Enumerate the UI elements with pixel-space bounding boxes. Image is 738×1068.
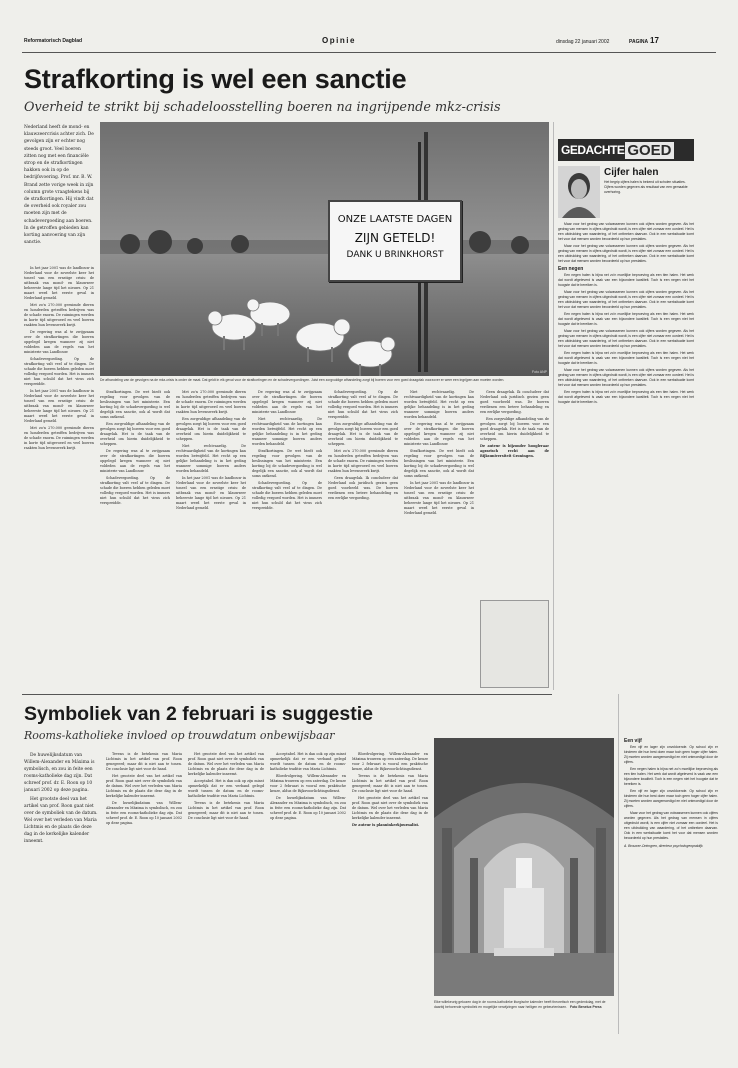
article2-photo-caption bbox=[434, 1000, 614, 1009]
paragraph: Maar voor het gedrag van volwassenen kunnen ook cijfers worden gegeven. Als het gedrag van mensen in cijfers uitgedrukt wordt, is een cijfer niet zomaar een oordeel. Het is een uitdrukking van waardering, of het ontbreken daarvan. Ook in een werksituatie komt het voor dat mensen worden beoordeeld op hun prestaties. bbox=[558, 222, 694, 241]
paragraph: Het grootste deel van het artikel van prof. Roon gaat niet over de symboliek van de datum. Wel over het verleden van Maria Lichtmis en de plaats die deze dag in de kerkelijke kalender inneemt. bbox=[352, 796, 428, 820]
paragraph: De huwelijksdatum van Willem-Alexander en Máxima is symbolisch, en zou in feite een rooms-katholieke dag zijn. Dat schreef prof. dr. E. Roon op 10 januari 2002 op deze pagina. bbox=[24, 753, 95, 793]
paragraph: Tevens is de betekenis van Maria Lichtmis in het artikel van prof. Roon genegeerd; maar dit is niet aan te tonen. De conclusie ligt niet voor de hand. bbox=[188, 801, 264, 820]
paragraph: In het jaar 2001 was de landbouw in Nederland voor de zoveelste keer het toneel van een ernstige crisis: de uitbraak van mond- en klauwzeer beheerste lange tijd het nieuws. Op 21 maart werd het eerste geval in Nederland gemeld. bbox=[24, 389, 94, 423]
article1-col3 bbox=[176, 390, 246, 690]
article1-col4 bbox=[252, 390, 322, 690]
paragraph: Schadevergoeding. Op de strafkorting valt veel af te dingen. De schade die boeren hebben geleden moet volledig vergoed worden. Het is immers niet hun schuld dat het virus zich verspreidde. bbox=[252, 481, 322, 510]
paragraph: Acceptabel. Het is dan ook op zijn minst opmerkelijk dat er een verband gelegd wordt tussen de datum en de rooms-katholieke traditie van Maria Lichtmis. bbox=[188, 779, 264, 798]
article1-byline: De auteur is bijzonder hoogleraar agrarisch recht aan de Rijksuniversiteit Groningen. bbox=[480, 444, 549, 458]
article1-caption: De afhandeling van de gevolgen na de mkz-crisis is onder de maat. Dat geldt in elk geval voor de strafkortingen en de schadevergoedingen. Juist een zorgvuldige afhandeling zorgt bij boeren voor een goed draagvlak voorzover er weer een ingrijpen aan moeten worden. bbox=[100, 378, 505, 382]
paragraph: Geen draagvlak. Ik concludeer dat Nederland ook juridisch gezien geen goed voorbeeld was. De boeren verdienen een betere behandeling en een eerlijke vergoeding. bbox=[480, 390, 549, 414]
article2-subhead: Rooms-katholieke invloed op trouwdatum onbewijsbaar bbox=[24, 729, 335, 742]
article2-col2 bbox=[106, 752, 182, 1032]
caption-credit: Foto Benelux Press bbox=[570, 1004, 602, 1009]
paragraph: Schadevergoeding. Op de strafkorting valt veel af te dingen. De schade die boeren hebben geleden moet volledig vergoed worden. Het is immers niet hun schuld dat het virus zich verspreidde. bbox=[328, 390, 398, 419]
paragraph: Strafkortingen. De wet biedt ook regeling voor gevolgen van de beslissingen van het ministerie. Een korting bij de schadevergoeding is wel degelijk een sanctie, ook al wordt dat soms ontkend. bbox=[100, 390, 170, 419]
paragraph: Bloedvolgering. Willem-Alexander en Máxima trouwen op een zaterdag. De keuze voor 2 februari is vooral een praktische keuze, aldus de Rijksvoorlichtingsdienst. bbox=[270, 774, 346, 793]
paragraph: Het grootste deel van het artikel van prof. Roon gaat niet over de symboliek van de datum. Wel over het verleden van Maria Lichtmis en de plaats die deze dag in de kerkelijke kalender inneemt. bbox=[24, 797, 98, 844]
paragraph: Maar voor het gedrag van volwassenen kunnen ook cijfers worden gegeven. Als het gedrag van mensen in cijfers uitgedrukt wordt, is een cijfer niet zomaar een oordeel. Het is een uitdrukking van waardering, of het ontbreken daarvan. Ook in een werksituatie komt het voor dat mensen worden beoordeeld op hun prestaties. bbox=[624, 811, 718, 840]
sidebar-divider bbox=[553, 122, 554, 690]
article2-col4 bbox=[270, 752, 346, 1032]
paragraph: Niet rechtvaardig. De rechtvaardigheid van de kortingen kan worden betwijfeld. Het recht op een gelijke behandeling is in het geding wanneer sommige boeren anders worden behandeld. bbox=[252, 417, 322, 446]
paragraph: De regering was al te zwijgzaam over de strafkortingen die boeren opgelegd kregen wanneer zij niet voldeden aan de regels van het ministerie van Landbouw. bbox=[252, 390, 322, 414]
paragraph: Maar voor het gedrag van volwassenen kunnen ook cijfers worden gegeven. Als het gedrag van mensen in cijfers uitgedrukt wordt, is een cijfer niet zomaar een oordeel. Het is een uitdrukking van waardering, of het ontbreken daarvan. Ook in een werksituatie komt het voor dat mensen worden beoordeeld op hun prestaties. bbox=[558, 290, 694, 309]
logo-text-dark: GOED bbox=[627, 141, 672, 159]
article2-col1 bbox=[24, 752, 100, 1032]
article1-col2 bbox=[100, 390, 170, 690]
paragraph: Een negen halen is bijna net zo'n moeilijke beproeving als een tien halen. Het werk dat wordt afgeleverd is vaak van een bijzondere kwaliteit. Toch is een negen niet het hoogste dat te bereiken is. bbox=[624, 767, 718, 786]
paragraph: Maar voor het gedrag van volwassenen kunnen ook cijfers worden gegeven. Als het gedrag van mensen in cijfers uitgedrukt wordt, is een cijfer niet zomaar een oordeel. Het is een uitdrukking van waardering, of het ontbreken daarvan. Ook in een werksituatie komt het voor dat mensen worden beoordeeld op hun prestaties. bbox=[558, 244, 694, 263]
article1-headline: Strafkorting is wel een sanctie bbox=[24, 64, 407, 94]
article1-photo bbox=[100, 122, 549, 376]
portrait-image bbox=[558, 166, 600, 218]
paragraph: Niet rechtvaardig. De rechtvaardigheid van de kortingen kan worden betwijfeld. Het recht op een gelijke behandeling is in het geding wanneer sommige boeren anders worden behandeld. bbox=[176, 444, 246, 473]
paragraph: Een negen halen is bijna net zo'n moeilijke beproeving als een tien halen. Het werk dat wordt afgeleverd is vaak van een bijzondere kwaliteit. Toch is een negen niet het hoogste dat te bereiken is. bbox=[558, 351, 694, 365]
page-header bbox=[22, 36, 716, 48]
field-with-sheep-image bbox=[100, 122, 549, 376]
paragraph: Tevens is de betekenis van Maria Lichtmis in het artikel van prof. Roon genegeerd; maar dit is niet aan te tonen. De conclusie ligt niet voor de hand. bbox=[106, 752, 182, 771]
paragraph: Met zo'n 270.000 geruimde dieren en honderden getroffen bedrijven was de schade enorm. De ruimingen werden in korte tijd uitgevoerd en veel boeren raakten hun levenswerk kwijt. bbox=[328, 449, 398, 473]
protest-sign bbox=[328, 200, 462, 282]
article2-photo bbox=[434, 738, 614, 996]
paragraph: Maar voor het gedrag van volwassenen kunnen ook cijfers worden gegeven. Als het gedrag van mensen in cijfers uitgedrukt wordt, is een cijfer niet zomaar een oordeel. Het is een uitdrukking van waardering, of het ontbreken daarvan. Ook in een werksituatie komt het voor dat mensen worden beoordeeld op hun prestaties. bbox=[558, 368, 694, 387]
section-name: Opinie bbox=[322, 36, 356, 45]
newspaper-name: Reformatorisch Dagblad bbox=[24, 38, 83, 44]
paragraph: Een zorgvuldige afhandeling van de gevolgen zorgt bij boeren voor een goed draagvlak. Het is de taak van de overheid om hierin duidelijkheid te scheppen. bbox=[480, 417, 549, 441]
sign-line-3: DANK U BRINKHORST bbox=[346, 250, 444, 260]
header-rule bbox=[22, 52, 716, 53]
issue-date: dinsdag 22 januari 2002 bbox=[556, 39, 610, 45]
paragraph: Een vijf en lager zijn onvoldoende. Op school zijn er kinderen die hun best doen maar toch geen hoger cijfer halen. Zij moeten worden aangemoedigd en niet ontmoedigd door de cijfers. bbox=[624, 789, 718, 808]
paragraph: Met zo'n 270.000 geruimde dieren en honderden getroffen bedrijven was de schade enorm. De ruimingen werden in korte tijd uitgevoerd en veel boeren raakten hun levenswerk kwijt. bbox=[24, 426, 94, 450]
paragraph: Het grootste deel van het artikel van prof. Roon gaat niet over de symboliek van de datum. Wel over het verleden van Maria Lichtmis en de plaats die deze dag in de kerkelijke kalender inneemt. bbox=[106, 774, 182, 798]
paragraph: De regering was al te zwijgzaam over de strafkortingen die boeren opgelegd kregen wanneer zij niet voldeden aan de regels van het ministerie van Landbouw. bbox=[24, 330, 94, 354]
paragraph: Met zo'n 270.000 geruimde dieren en honderden getroffen bedrijven was de schade enorm. De ruimingen werden in korte tijd uitgevoerd en veel boeren raakten hun levenswerk kwijt. bbox=[24, 303, 94, 327]
article1-col1 bbox=[24, 266, 94, 690]
paragraph: Een zorgvuldige afhandeling van de gevolgen zorgt bij boeren voor een goed draagvlak. Het is de taak van de overheid om hierin duidelijkheid te scheppen. bbox=[328, 422, 398, 446]
church-interior-image bbox=[434, 738, 614, 996]
page-number: 17 bbox=[650, 36, 659, 45]
paragraph: In het jaar 2001 was de landbouw in Nederland voor de zoveelste keer het toneel van een ernstige crisis: de uitbraak van mond- en klauwzeer beheerste lange tijd het nieuws. Op 21 maart werd het eerste geval in Nederland gemeld. bbox=[404, 481, 474, 515]
section-rule bbox=[22, 694, 552, 695]
paragraph: Tevens is de betekenis van Maria Lichtmis in het artikel van prof. Roon genegeerd; maar dit is niet aan te tonen. De conclusie ligt niet voor de hand. bbox=[352, 774, 428, 793]
article2-col3 bbox=[188, 752, 264, 1032]
article2-headline: Symboliek van 2 februari is suggestie bbox=[24, 703, 373, 725]
article2-byline: De auteur is planninkerkjournalist. bbox=[352, 823, 420, 827]
article1-col5 bbox=[328, 390, 398, 690]
sidebar-logo bbox=[558, 139, 694, 161]
page-label: PAGINA bbox=[629, 39, 649, 45]
article2-col5 bbox=[352, 752, 428, 1032]
paragraph: De regering was al te zwijgzaam over de strafkortingen die boeren opgelegd kregen wanneer zij niet voldeden aan de regels van het ministerie van Landbouw. bbox=[404, 422, 474, 446]
sidebar-divider-lower bbox=[618, 694, 619, 1034]
paragraph: Een zorgvuldige afhandeling van de gevolgen zorgt bij boeren voor een goed draagvlak. Het is de taak van de overheid om hierin duidelijkheid te scheppen. bbox=[100, 422, 170, 446]
paragraph: Strafkortingen. De wet biedt ook regeling voor gevolgen van de beslissingen van het ministerie. Een korting bij de schadevergoeding is wel degelijk een sanctie, ook al wordt dat soms ontkend. bbox=[404, 449, 474, 478]
sidebar-lead: Het begrip cijfers halen is bekend uit scholen situaties. Cijfers worden gegeven als resultaat van een gemaakte overhoring. bbox=[604, 180, 688, 194]
paragraph: De regering was al te zwijgzaam over de strafkortingen die boeren opgelegd kregen wanneer zij niet voldeden aan de regels van het ministerie van Landbouw. bbox=[100, 449, 170, 473]
sidebar-byline: A. Brouwer-Ontmgren, directeur psychologenpraktijk bbox=[624, 844, 703, 848]
sidebar-subhead-1: Een negen bbox=[558, 266, 584, 272]
paragraph: Het grootste deel van het artikel van prof. Roon gaat niet over de symboliek van de datum. Wel over het verleden van Maria Lichtmis en de plaats die deze dag in de kerkelijke kalender inneemt. bbox=[188, 752, 264, 776]
article1-col6 bbox=[404, 390, 474, 690]
paragraph: Met zo'n 270.000 geruimde dieren en honderden getroffen bedrijven was de schade enorm. De ruimingen werden in korte tijd uitgevoerd en veel boeren raakten hun levenswerk kwijt. bbox=[176, 390, 246, 414]
paragraph: Bloedvolgering. Willem-Alexander en Máxima trouwen op een zaterdag. De keuze voor 2 februari is vooral een praktische keuze, aldus de Rijksvoorlichtingsdienst. bbox=[352, 752, 428, 771]
author-portrait bbox=[558, 166, 600, 218]
paragraph: Schadevergoeding. Op de strafkorting valt veel af te dingen. De schade die boeren hebben geleden moet volledig vergoed worden. Het is immers niet hun schuld dat het virus zich verspreidde. bbox=[100, 476, 170, 505]
paragraph: Schadevergoeding. Op de strafkorting valt veel af te dingen. De schade die boeren hebben geleden moet volledig vergoed worden. Het is immers niet hun schuld dat het virus zich verspreidde. bbox=[24, 357, 94, 386]
info-box bbox=[480, 600, 549, 688]
paragraph: Een vijf en lager zijn onvoldoende. Op school zijn er kinderen die hun best doen maar toch geen hoger cijfer halen. Zij moeten worden aangemoedigd en niet ontmoedigd door de cijfers. bbox=[624, 745, 718, 764]
logo-text-light: GEDACHTE bbox=[561, 143, 625, 157]
article1-subhead: Overheid te strikt bij schadeloosstelling boeren na ingrijpende mkz-crisis bbox=[24, 100, 501, 115]
paragraph: Maar voor het gedrag van volwassenen kunnen ook cijfers worden gegeven. Als het gedrag van mensen in cijfers uitgedrukt wordt, is een cijfer niet zomaar een oordeel. Het is een uitdrukking van waardering, of het ontbreken daarvan. Ook in een werksituatie komt het voor dat mensen worden beoordeeld op hun prestaties. bbox=[558, 329, 694, 348]
paragraph: Een negen halen is bijna net zo'n moeilijke beproeving als een tien halen. Het werk dat wordt afgeleverd is vaak van een bijzondere kwaliteit. Toch is een negen niet het hoogste dat te bereiken is. bbox=[558, 390, 694, 404]
article1-intro: Nederland heeft de mond- en klauwzeercrisis achter zich. De gevolgen zijn er echter nog steeds groot. Veel boeren zitten nog met een financiële strop en de strafkortingen hakken ook in op de bedrijfsvoering. Prof. mr. B. W. Brand zette vorige week in zijn column grote vraagtekens bij de strafkortingen. Hij vindt dat de overheid ook royaler zou moeten zijn met de schadevergoeding aan boeren. In de getroffen gebieden kan korting aanvoering van zijn sanctie. bbox=[24, 125, 94, 246]
sidebar-column-title: Cijfer halen bbox=[604, 167, 659, 178]
paragraph: In het jaar 2001 was de landbouw in Nederland voor de zoveelste keer het toneel van een ernstige crisis: de uitbraak van mond- en klauwzeer beheerste lange tijd het nieuws. Op 21 maart werd het eerste geval in Nederland gemeld. bbox=[24, 266, 94, 300]
sign-line-1: ONZE LAATSTE DAGEN bbox=[337, 214, 453, 225]
paragraph: Acceptabel. Het is dan ook op zijn minst opmerkelijk dat er een verband gelegd wordt tussen de datum en de rooms-katholieke traditie van Maria Lichtmis. bbox=[270, 752, 346, 771]
sidebar-body bbox=[558, 222, 694, 690]
paragraph: Een negen halen is bijna net zo'n moeilijke beproeving als een tien halen. Het werk dat wordt afgeleverd is vaak van een bijzondere kwaliteit. Toch is een negen niet het hoogste dat te bereiken is. bbox=[558, 273, 694, 287]
paragraph: Geen draagvlak. Ik concludeer dat Nederland ook juridisch gezien geen goed voorbeeld was. De boeren verdienen een betere behandeling en een eerlijke vergoeding. bbox=[328, 476, 398, 500]
caption-text: Elke willekeurig gekozen dag in de rooms-katholieke liturgische kalender heeft theoretisch een gedenkdag, met de daarbij behorende symboliek en mogelijke verwijzingen naar heiligen en gebeurtenissen. bbox=[434, 1000, 606, 1009]
sidebar-subhead-2: Een vijf bbox=[624, 738, 642, 744]
paragraph: Niet rechtvaardig. De rechtvaardigheid van de kortingen kan worden betwijfeld. Het recht op een gelijke behandeling is in het geding wanneer sommige boeren anders worden behandeld. bbox=[404, 390, 474, 419]
article1-col7 bbox=[480, 390, 549, 690]
paragraph: In het jaar 2001 was de landbouw in Nederland voor de zoveelste keer het toneel van een ernstige crisis: de uitbraak van mond- en klauwzeer beheerste lange tijd het nieuws. Op 21 maart werd het eerste geval in Nederland gemeld. bbox=[176, 476, 246, 510]
paragraph: De huwelijksdatum van Willem-Alexander en Máxima is symbolisch, en zou in feite een rooms-katholieke dag zijn. Dat schreef prof. dr. E. Roon op 10 januari 2002 op deze pagina. bbox=[106, 801, 182, 825]
paragraph: Een zorgvuldige afhandeling van de gevolgen zorgt bij boeren voor een goed draagvlak. Het is de taak van de overheid om hierin duidelijkheid te scheppen. bbox=[176, 417, 246, 441]
photo-credit: Foto ANP bbox=[532, 370, 547, 374]
sidebar-lower bbox=[624, 736, 718, 1032]
paragraph: Een negen halen is bijna net zo'n moeilijke beproeving als een tien halen. Het werk dat wordt afgeleverd is vaak van een bijzondere kwaliteit. Toch is een negen niet het hoogste dat te bereiken is. bbox=[558, 312, 694, 326]
sign-line-2: ZIJN GETELD! bbox=[354, 231, 436, 245]
paragraph: De huwelijksdatum van Willem-Alexander en Máxima is symbolisch, en zou in feite een rooms-katholieke dag zijn. Dat schreef prof. dr. E. Roon op 10 januari 2002 op deze pagina. bbox=[270, 796, 346, 820]
paragraph: Strafkortingen. De wet biedt ook regeling voor gevolgen van de beslissingen van het ministerie. Een korting bij de schadevergoeding is wel degelijk een sanctie, ook al wordt dat soms ontkend. bbox=[252, 449, 322, 478]
